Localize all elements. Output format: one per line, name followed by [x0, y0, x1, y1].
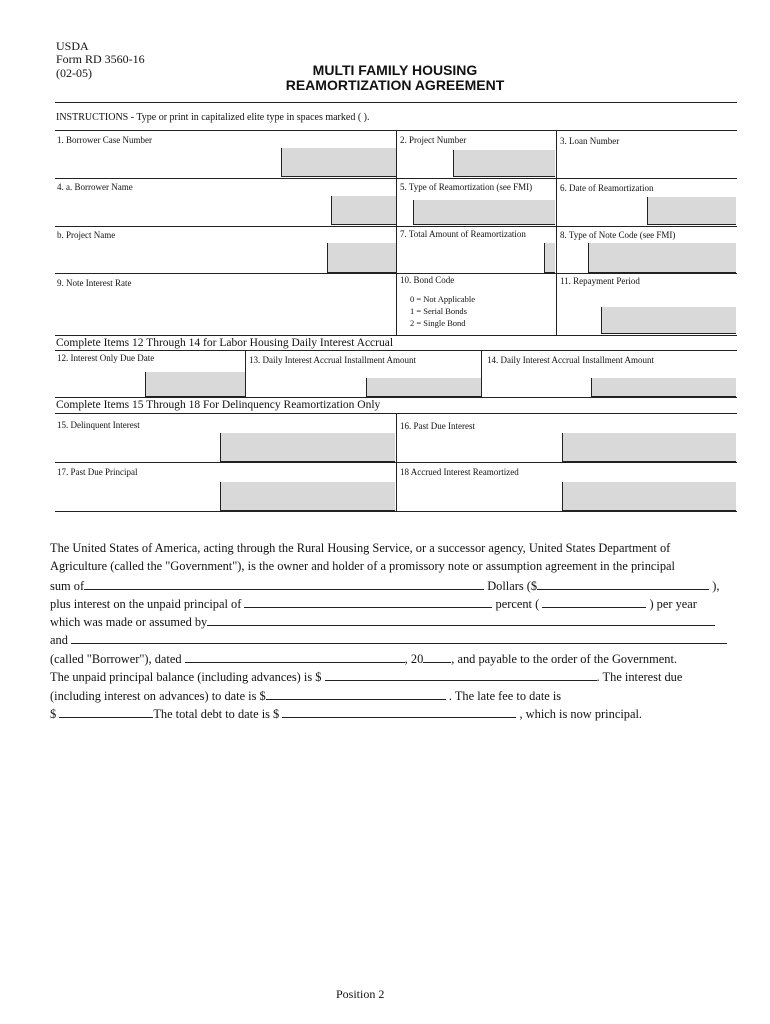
- body-line-1: The United States of America, acting through the Rural Housing Service, or a successor agency, United States Department of: [50, 541, 671, 555]
- header-divider: [55, 102, 737, 103]
- body-line-6: and: [50, 631, 727, 648]
- body-line-5: which was made or assumed by: [50, 613, 715, 630]
- input-borrower-case-number[interactable]: [281, 148, 396, 177]
- label-past-due-interest: 16. Past Due Interest: [400, 421, 475, 431]
- body-line-2: Agriculture (called the "Government"), is the owner and holder of a promissory note or assumption agreement in the principal: [50, 559, 675, 573]
- label-delinquent-interest: 15. Delinquent Interest: [57, 420, 140, 430]
- input-project-number[interactable]: [453, 150, 555, 177]
- label-date-of-reamortization: 6. Date of Reamortization: [560, 183, 654, 193]
- instructions: INSTRUCTIONS - Type or print in capitalized elite type in spaces marked ( ).: [56, 112, 370, 123]
- agency: USDA: [56, 39, 89, 53]
- input-interest-only-due-date[interactable]: [145, 372, 245, 397]
- input-accrued-interest-reamortized[interactable]: [562, 482, 736, 511]
- section-labor-heading: Complete Items 12 Through 14 for Labor Housing Daily Interest Accrual: [56, 337, 394, 349]
- body-line-3: sum of Dollars ($ ),: [50, 579, 720, 593]
- label-interest-only-due-date: 12. Interest Only Due Date: [57, 353, 155, 363]
- label-daily-interest-accrual-14: 14. Daily Interest Accrual Installment Amount: [487, 355, 654, 365]
- label-note-interest-rate: 9. Note Interest Rate: [57, 278, 132, 288]
- bond-code-option-0: 0 = Not Applicable: [410, 294, 475, 304]
- label-daily-interest-accrual-13: 13. Daily Interest Accrual Installment Amount: [249, 355, 416, 365]
- interest-rate-words-field[interactable]: [244, 595, 492, 608]
- year-field[interactable]: [423, 650, 451, 663]
- form-title-line2: REAMORTIZATION AGREEMENT: [285, 77, 505, 93]
- label-bond-code: 10. Bond Code: [400, 275, 455, 285]
- principal-sum-amount-field[interactable]: [537, 577, 709, 590]
- input-daily-interest-accrual-13[interactable]: [366, 378, 481, 397]
- label-accrued-interest-reamortized: 18 Accrued Interest Reamortized: [400, 467, 519, 477]
- unpaid-principal-field[interactable]: [325, 668, 597, 681]
- body-line-9: (including interest on advances) to date is $ . The late fee to date is: [50, 689, 562, 703]
- input-repayment-period[interactable]: [601, 307, 736, 334]
- body-line-7: (called "Borrower"), dated , 20 , and payable to the order of the Government.: [50, 652, 677, 666]
- total-debt-field[interactable]: [282, 705, 516, 718]
- input-past-due-principal[interactable]: [220, 482, 395, 511]
- input-delinquent-interest[interactable]: [220, 433, 395, 462]
- footer-position: Position 2: [336, 987, 385, 1001]
- made-or-assumed-by-field[interactable]: [207, 613, 715, 626]
- label-project-name: b. Project Name: [57, 230, 116, 240]
- label-project-number: 2. Project Number: [400, 135, 467, 145]
- form-date: (02-05): [56, 66, 92, 80]
- section-delinquency-heading: Complete Items 15 Through 18 For Delinquency Reamortization Only: [56, 399, 381, 411]
- input-date-of-reamortization[interactable]: [647, 197, 736, 225]
- label-total-amount-reamortization: 7. Total Amount of Reamortization: [400, 229, 526, 239]
- input-borrower-name[interactable]: [331, 196, 396, 225]
- input-type-of-note-code[interactable]: [588, 243, 736, 273]
- input-daily-interest-accrual-14[interactable]: [591, 378, 736, 397]
- interest-rate-percent-field[interactable]: [542, 595, 646, 608]
- label-borrower-name: 4. a. Borrower Name: [57, 182, 133, 192]
- input-project-name[interactable]: [327, 243, 396, 273]
- label-borrower-case-number: 1. Borrower Case Number: [57, 135, 152, 145]
- late-fee-field[interactable]: [59, 705, 153, 718]
- input-total-amount-reamortization[interactable]: [544, 243, 555, 273]
- input-type-of-reamortization[interactable]: [413, 200, 555, 225]
- interest-due-field[interactable]: [266, 687, 446, 700]
- body-line-8: The unpaid principal balance (including advances) is $ . The interest due: [50, 670, 683, 684]
- label-repayment-period: 11. Repayment Period: [560, 276, 640, 286]
- dated-field[interactable]: [185, 650, 405, 663]
- form-title-line1: MULTI FAMILY HOUSING: [312, 62, 478, 78]
- principal-sum-words-field[interactable]: [84, 577, 484, 590]
- form-number: Form RD 3560-16: [56, 52, 145, 66]
- input-past-due-interest[interactable]: [562, 433, 736, 462]
- label-loan-number: 3. Loan Number: [560, 136, 620, 146]
- label-type-of-note-code: 8. Type of Note Code (see FMI): [560, 230, 676, 240]
- body-line-10: $ The total debt to date is $ , which is now principal.: [50, 707, 642, 721]
- label-past-due-principal: 17. Past Due Principal: [57, 467, 138, 477]
- bond-code-option-2: 2 = Single Bond: [410, 318, 466, 328]
- label-type-of-reamortization: 5. Type of Reamortization (see FMI): [400, 182, 533, 192]
- bond-code-option-1: 1 = Serial Bonds: [410, 306, 467, 316]
- and-field[interactable]: [71, 631, 727, 644]
- body-line-4: plus interest on the unpaid principal of percent ( ) per year: [50, 597, 697, 611]
